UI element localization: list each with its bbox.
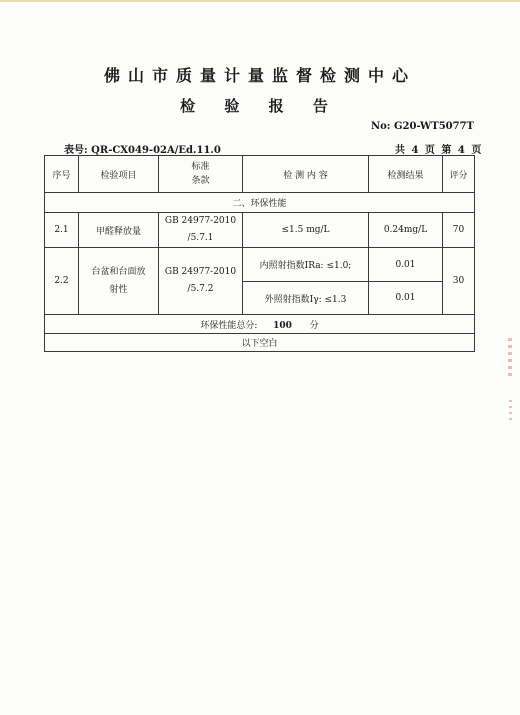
total-label: 环保性能总分: — [200, 320, 258, 331]
footer-note: 以下空白 — [45, 334, 475, 352]
row-standard — [159, 213, 243, 248]
row-score: 70 — [443, 213, 475, 248]
row-content: ≤1.5 mg/L — [243, 213, 369, 248]
row-standard-line2: /5.7.1 — [187, 233, 214, 243]
row-item-line1: 台盆和台面放 — [91, 267, 146, 277]
header-standard — [159, 156, 243, 193]
report-title: 检 验 报 告 — [180, 97, 340, 115]
total-unit: 分 — [309, 320, 319, 331]
header-standard-line2: 条款 — [191, 176, 210, 186]
header-item: 检验项目 — [79, 156, 159, 193]
section-row — [45, 193, 475, 213]
row-content-internal: 内照射指数IRa: ≤1.0; — [243, 248, 369, 282]
table-row — [45, 248, 475, 282]
form-number: 表号: QR-CX049-02A/Ed.11.0 — [64, 145, 221, 156]
row-seq: 2.2 — [45, 248, 79, 315]
seal-fragment — [508, 338, 512, 380]
inspection-table — [44, 155, 475, 352]
top-edge-line — [0, 0, 520, 2]
header-seq: 序号 — [45, 156, 79, 193]
row-item: 甲醛释放量 — [79, 213, 159, 248]
seal-fragment — [509, 400, 512, 422]
table-header-row — [45, 156, 475, 193]
row-standard — [159, 248, 243, 315]
row-seq: 2.1 — [45, 213, 79, 248]
row-standard-line1: GB 24977-2010 — [164, 267, 237, 277]
row-standard-line1: GB 24977-2010 — [164, 216, 237, 226]
row-standard-line2: /5.7.2 — [187, 284, 214, 294]
total-cell — [45, 315, 475, 334]
header-result: 检测结果 — [369, 156, 443, 193]
section-title: 二、环保性能 — [45, 193, 475, 213]
row-score: 30 — [443, 248, 475, 315]
header-standard-line1: 标准 — [191, 162, 210, 172]
row-result: 0.24mg/L — [369, 213, 443, 248]
row-item-line2: 射性 — [109, 285, 128, 295]
row-content-external: 外照射指数Iγ: ≤1.3 — [243, 282, 369, 315]
report-number: No: G20-WT5077T — [371, 121, 474, 132]
total-row — [45, 315, 475, 334]
row-item — [79, 248, 159, 315]
organization-title: 佛山市质量计量监督检测中心 — [103, 66, 416, 85]
total-value: 100 — [273, 320, 292, 331]
page-count: 共 4 页 第 4 页 — [395, 145, 482, 156]
header-content: 检 测 内 容 — [243, 156, 369, 193]
row-result-internal: 0.01 — [369, 248, 443, 282]
footer-row — [45, 334, 475, 352]
row-result-external: 0.01 — [369, 282, 443, 315]
header-score: 评分 — [443, 156, 475, 193]
table-row — [45, 213, 475, 248]
